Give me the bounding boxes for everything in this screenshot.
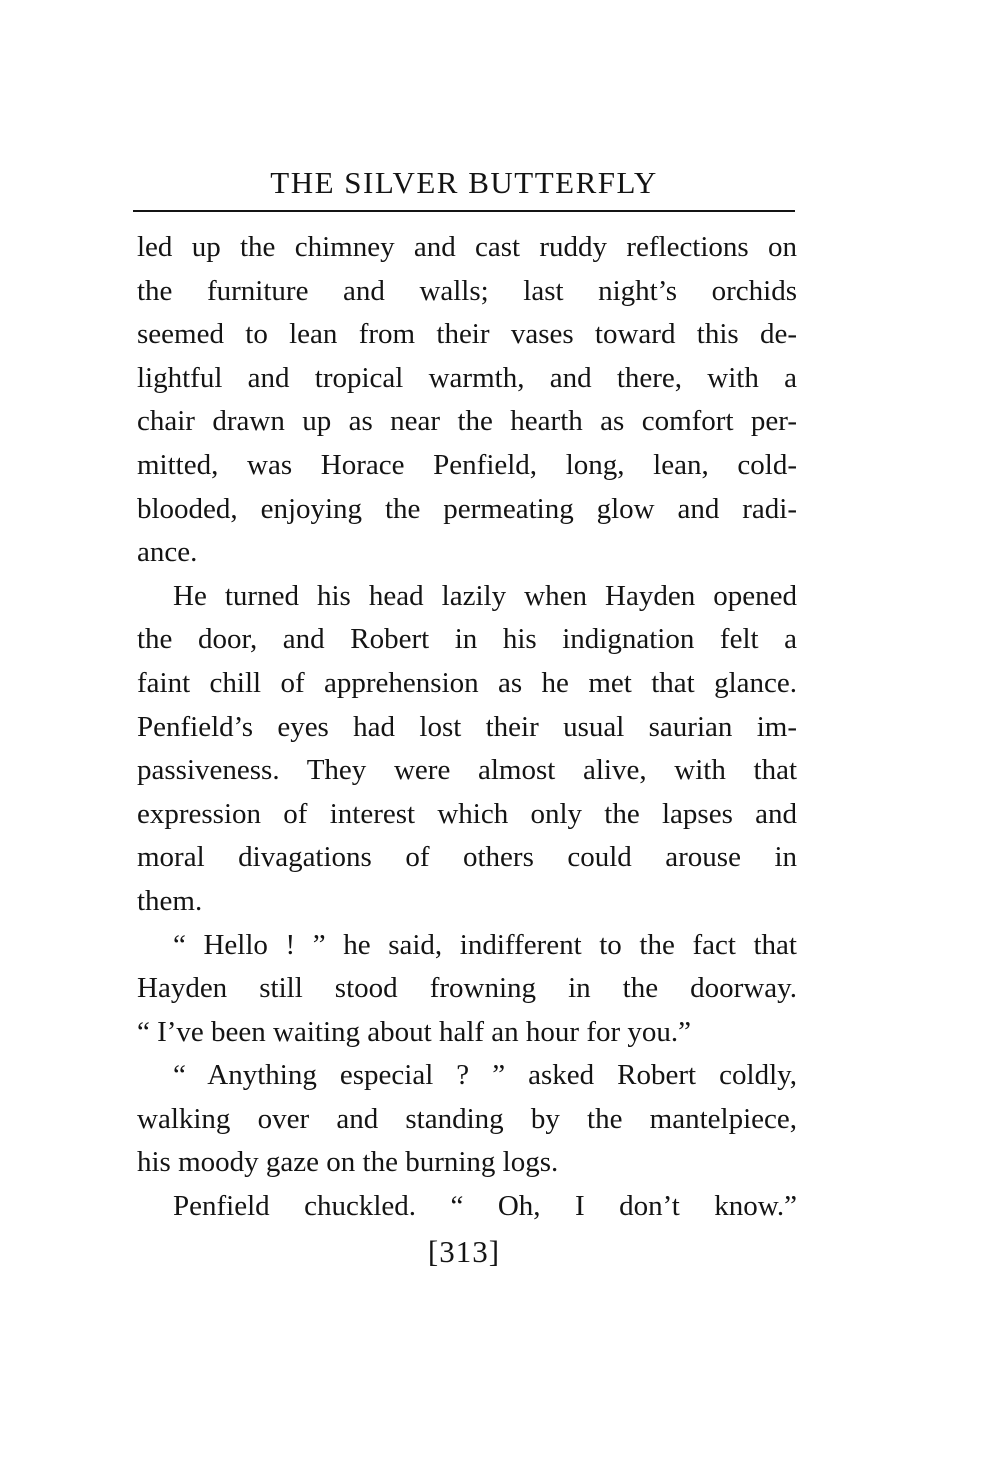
text-line: expression of interest which only the lapses and — [137, 797, 797, 830]
paragraph — [137, 1054, 797, 1185]
text-line: them. — [137, 884, 203, 917]
text-line: ance. — [137, 536, 198, 569]
text-line: “ Anything especial ? ” asked Robert coldly, — [173, 1059, 797, 1092]
text-line: moral divagations of others could arouse in — [137, 841, 797, 874]
text-line: mitted, was Horace Penfield, long, lean, cold- — [137, 448, 797, 481]
text-line: He turned his head lazily when Hayden opened — [173, 579, 797, 612]
text-line: Hayden still stood frowning in the doorway. — [137, 972, 797, 1005]
paragraph — [137, 226, 797, 575]
text-line: “ I’ve been waiting about half an hour for you.” — [137, 1015, 692, 1048]
text-line: faint chill of apprehension as he met that glance. — [137, 666, 797, 699]
text-line: the door, and Robert in his indignation felt a — [137, 623, 797, 656]
paragraph — [137, 575, 797, 924]
text-line: blooded, enjoying the permeating glow and radi- — [137, 492, 797, 525]
text-line: passiveness. They were almost alive, with that — [137, 754, 797, 787]
text-line: Penfield’s eyes had lost their usual saurian im- — [137, 710, 797, 743]
text-line: chair drawn up as near the hearth as comfort per- — [137, 405, 797, 438]
text-line: lightful and tropical warmth, and there, with a — [137, 361, 797, 394]
paragraph — [137, 1185, 797, 1229]
page-number: [313] — [427, 1234, 501, 1269]
text-line: his moody gaze on the burning logs. — [137, 1146, 559, 1179]
text-line: seemed to lean from their vases toward this de- — [137, 318, 797, 351]
text-line: walking over and standing by the mantelpiece, — [137, 1102, 797, 1135]
running-head: THE SILVER BUTTERFLY — [270, 165, 658, 200]
paragraph — [137, 924, 797, 1055]
body-text — [137, 226, 797, 1229]
text-line: the furniture and walls; last night’s orchids — [137, 274, 797, 307]
header-rule — [133, 210, 795, 212]
text-line: led up the chimney and cast ruddy reflections on — [137, 231, 797, 263]
text-line: Penfield chuckled. “ Oh, I don’t know.” — [173, 1190, 797, 1223]
text-line: “ Hello ! ” he said, indifferent to the fact that — [173, 928, 797, 961]
